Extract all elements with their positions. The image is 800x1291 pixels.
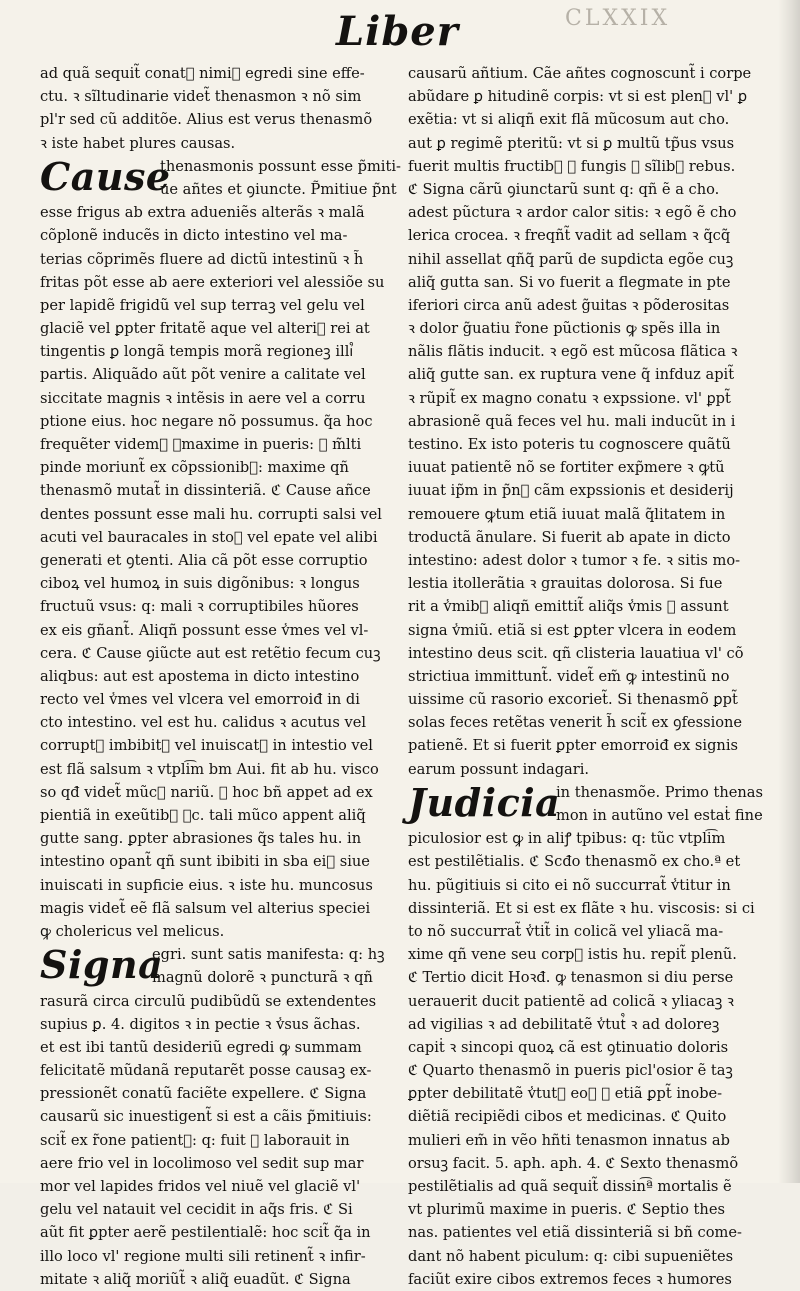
text-line: ꝙ cholericus vel melicus.	[40, 922, 225, 940]
text-line: rit a v̾mib᷒ aliqñ emittit̃ aliq̃s v̾mis ꝛ assunt	[408, 598, 729, 616]
text-line: causarũ añtium. Cãe añtes cognoscunt̃ i corpe	[408, 65, 752, 82]
text-line: rasurã circa circulũ pudibũdũ se extendentes	[40, 992, 377, 1010]
signa-heading: Signa	[40, 942, 164, 988]
text-line: inuiscati in supficie eius. ꝛ iste hu. muncosus	[40, 876, 373, 894]
text-line: ad vigilias ꝛ ad debilitatẽ v̾tut᷒ ꝛ ad doloreꝫ	[408, 1015, 720, 1033]
text-line: intestino opant̃ qñ sunt ibibiti in sba ei᷒ siue	[40, 853, 370, 871]
text-line: et est ibi tantũ desideriũ egredi ꝙ summam	[40, 1038, 362, 1056]
text-line: so qđ videt̃ mũc᷒ nariũ. ꝛ hoc bñ appet ad ex	[40, 783, 373, 801]
text-line: tingentis ꝑ longã tempis morã regioneꝫ illi᷒	[40, 343, 354, 361]
text-line: dentes possunt esse mali hu. corrupti salsi vel	[40, 505, 382, 523]
causae-heading-block	[40, 153, 401, 201]
text-line: troductã ãnulare. Si fuerit ab apate in dicto	[408, 528, 731, 546]
text-line: est flã salsum ꝛ vtpli͡m bm Aui. fit ab hu. visco	[40, 760, 379, 778]
text-line: ꝛ iste habet plures causas.	[40, 134, 236, 152]
text-line: cera. ℭ Cause ꝯiũcte aut est retẽtio fecum cuꝫ	[40, 644, 381, 662]
text-line: uerauerit ducit patientẽ ad colicã ꝛ yliacaꝫ ꝛ	[408, 992, 734, 1010]
gutter-shadow	[778, 0, 800, 1183]
text-line: abrasionẽ quã feces vel hu. mali inducũt in i	[408, 412, 736, 430]
signa-heading-side-text	[152, 943, 385, 989]
text-line: exẽtia: vt si aliqñ exit flã mũcosum aut cho.	[408, 111, 730, 129]
text-line: dissinteriã. Et si est ex flãte ꝛ hu. viscosis: si ci	[408, 899, 755, 917]
text-line: abũdare ꝑ hitudinẽ corpis: vt si est plen᷒ vl' ꝑ	[408, 88, 748, 106]
text-line: mitate ꝛ aliq̃ moriũt̃ ꝛ aliq̃ euadũt. ℭ Signa	[40, 1270, 351, 1288]
text-line: generati et ꝯtenti. Alia cã põt esse corruptio	[40, 551, 368, 569]
text-line: egri. sunt satis manifesta: q: hꝫ	[152, 946, 385, 964]
text-line: partis. Aliquãdo aũt põt venire a calitate vel	[40, 366, 366, 384]
text-line: mulieri em̃ in vẽo hñti tenasmon innatus ab	[408, 1131, 730, 1149]
text-line: felicitatẽ mũdanã reputarẽt posse causaꝫ ex-	[40, 1062, 372, 1080]
causae-heading: Cause	[40, 153, 171, 199]
text-line: lestia itollerãtia ꝛ grauitas dolorosa. Si fue	[408, 575, 723, 593]
text-line: causarũ sic inuestigent̃ si est a cãis p̃mitiuis:	[40, 1108, 372, 1126]
text-line: est pestilẽtialis. ℭ Scđo thenasmõ ex cho.ª et	[408, 853, 741, 871]
text-line: glaciẽ vel ꝑpter fritatẽ aque vel alteri᷒ rei at	[40, 320, 370, 338]
text-line: solas feces retẽtas venerit h̃ scit̃ ex ꝯfessione	[408, 714, 743, 732]
text-line: nãlis flãtis inducit. ꝛ egõ est mũcosa flãtica ꝛ	[408, 343, 738, 361]
text-line: cõplonẽ inducẽs in dicto intestino vel ma-	[40, 227, 348, 245]
text-line: ue añtes et ꝯiuncte. P̃mitiue p̃nt	[160, 180, 397, 198]
page-header	[0, 6, 800, 56]
text-line: ℭ Quarto thenasmõ in pueris picl'osior ẽ taꝫ	[408, 1062, 733, 1080]
text-line: aliq̃ gutta san. Si vo fuerit a flegmate in pte	[408, 273, 731, 291]
text-line: intestino deus scit. qñ clisteria lauatiua vl' cõ	[408, 644, 744, 662]
text-line: recto vel v̾mes vel vlcera vel emorroiđ in di	[40, 691, 360, 709]
text-line: xime qñ vene seu corp᷒ istis hu. repit̃ plenũ.	[408, 946, 737, 964]
text-line: corrupt᷒ imbibit᷒ vel inuiscat᷒ in intestio vel	[40, 737, 373, 755]
text-line: diẽtiã recipiẽdi cibos et medicinas. ℭ Quito	[408, 1108, 727, 1126]
text-line: testino. Ex isto poteris tu cognoscere quãtũ	[408, 436, 731, 453]
text-line: fuerit multis fructib᷒ ꝛ fungis ꝛ sĩlib᷒ rebus.	[408, 157, 736, 175]
text-line: frequẽter videm᷒ ꝙmaxime in pueris: ꝛ m̃lti	[40, 436, 362, 454]
text-line: siccitate magnis ꝛ intẽsis in aere vel a corru	[40, 389, 366, 407]
text-line: mon in autũno vel estaṫ fine	[556, 807, 763, 824]
text-line: gutte sang. ꝑpter abrasiones q̃s tales hu. in	[40, 830, 362, 848]
text-line: uissime cũ rasorio excoriet̃. Si thenasmõ ꝑpt̃	[408, 691, 738, 709]
text-line: pinde moriunt̃ ex cõpssionib᷒: maxime qñ	[40, 459, 349, 477]
text-line: fructuũ vsus: q: mali ꝛ corruptibiles hũores	[40, 598, 359, 616]
text-line: vt plurimũ maxime in pueris. ℭ Septio thes	[408, 1201, 725, 1219]
text-line: signa v̾miũ. etiã si est ꝑpter vlcera in eodem	[408, 621, 737, 639]
text-line: patienẽ. Et si fuerit ꝑpter emorroiđ ex signis	[408, 737, 738, 755]
text-line: gelu vel natauit vel cecidit in aq̃s fris. ℭ Si	[40, 1201, 353, 1219]
text-line: cto intestino. vel est hu. calidus ꝛ acutus vel	[40, 714, 366, 732]
text-line: fritas põt esse ab aere exteriori vel alessiõe su	[40, 273, 385, 291]
text-line: aliqbus: aut est apostema in dicto intestino	[40, 667, 360, 685]
text-line: ciboꝝ vel humoꝝ in suis digõnibus: ꝛ longus	[40, 575, 360, 593]
text-line: illo loco vl' regione multi sili retinent̃ ꝛ infir-	[40, 1247, 366, 1265]
causae-heading-side-text	[160, 155, 401, 201]
text-line: dant nõ habent piculum: q: cibi supueniẽtes	[408, 1247, 734, 1265]
text-line: nihil assellat qñq̃ parũ de supdicta egõe cuꝫ	[408, 250, 734, 268]
text-line: iuuat ip̃m in p̃n᷒ cãm expssionis et desiderij	[408, 482, 734, 500]
text-line: iferiori circa anũ adest g̃uitas ꝛ põderositas	[408, 296, 730, 314]
right-column	[408, 62, 768, 1291]
text-line: aere frio vel in locolimoso vel sedit sup mar	[40, 1154, 364, 1172]
text-line: aũt fit ꝑpter aerẽ pestilentialẽ: hoc scit̃ q̃a in	[40, 1224, 371, 1242]
text-line: ptione eius. hoc negare nõ possumus. q̃a hoc	[40, 412, 373, 430]
text-line: pientiã in exeũtib᷒ ꝛc. tali mũco appent aliq̃	[40, 807, 366, 825]
text-line: mor vel lapides fridos vel niuẽ vel glaciẽ vl'	[40, 1178, 361, 1196]
text-line: faciũt exire cibos extremos feces ꝛ humores	[408, 1270, 732, 1288]
left-column	[40, 62, 401, 1291]
text-line: esse frigus ab extra adueniẽs alterãs ꝛ malã	[40, 204, 365, 222]
text-line: ꝛ rũpit̃ ex magno conatu ꝛ expssione. vl' ꝑpt̃	[408, 389, 731, 407]
text-line: in thenasmõe. Primo thenas	[556, 783, 763, 801]
text-line: aut ꝑ regimẽ pteritũ: vt si ꝑ multũ tp̃us vsus	[408, 134, 735, 152]
text-line: magnũ dolorẽ ꝛ puncturã ꝛ qñ	[152, 969, 373, 987]
text-line: capiṫ ꝛ sincopi quoꝝ cã est ꝯtinuatio doloris	[408, 1038, 729, 1056]
text-line: iuuat patientẽ nõ se fortiter exp̃mere ꝛ ꝙtũ	[408, 459, 725, 477]
text-line: adest pũctura ꝛ ardor calor sitis: ꝛ egõ ẽ cho	[408, 204, 737, 222]
text-line: thenasmonis possunt esse p̃miti-	[160, 157, 401, 175]
text-line: nas. patientes vel etiã dissinteriã si bñ come-	[408, 1224, 742, 1242]
text-line: ad quã sequit̃ conat᷒ nimi᷒ egredi sine effe-	[40, 65, 365, 82]
signa-heading-block	[40, 943, 392, 989]
text-line: remouere ꝙtum etiã iuuat malã q̃litatem in	[408, 505, 726, 523]
text-line: ꝑpter debilitatẽ v̾tut᷒ eoꝝ ꝙ etiã ꝑpt̃ inobe-	[408, 1085, 723, 1103]
text-line: intestino: adest dolor ꝛ tumor ꝛ fe. ꝛ sitis mo-	[408, 551, 741, 569]
text-line: ex eis gñant̃. Aliqñ possunt esse v̾mes vel vl-	[40, 621, 369, 639]
text-line: lerica crocea. ꝛ freqñt̃ vadit ad sellam ꝛ q̃cq̃	[408, 227, 731, 245]
text-line: ctu. ꝛ sĩltudinarie videt̃ thenasmon ꝛ nõ sim	[40, 88, 362, 106]
text-line: scit̃ ex r̃one patient᷒: q: fuit ꝛ laborauit in	[40, 1131, 350, 1149]
text-line: aliq̃ gutte san. ex ruptura vene q̃ infduz apit̃	[408, 366, 735, 384]
text-line: hu. pũgitiuis si cito ei nõ succurrat̃ v̾titur in	[408, 876, 731, 894]
text-line: to nõ succurrat̃ v̾tit̃ in colicã vel yliacã ma-	[408, 922, 724, 940]
judicia-heading-side-text	[556, 781, 763, 827]
text-line: magis videt̃ eẽ flã salsum vel alterius speciei	[40, 899, 371, 917]
text-line: piculosior est ꝙ in aliꝭ tpibus: q: tũc vtpli͡m	[408, 830, 726, 848]
text-line: supius ꝑ. 4. digitos ꝛ in pectie ꝛ v̾sus ãchas.	[40, 1015, 361, 1033]
text-line: acuti vel bauracales in sto᷒ vel epate vel alibi	[40, 528, 378, 546]
text-line: ℭ Signa cãrũ ꝯiunctarũ sunt q: qñ ẽ a cho.	[408, 180, 720, 198]
text-line: orsuꝫ facit. 5. aph. aph. 4. ℭ Sexto thenasmõ	[408, 1154, 739, 1172]
running-head: Liber	[336, 8, 459, 55]
text-line: per lapidẽ frigidũ vel sup terraꝫ vel gelu vel	[40, 296, 365, 314]
judicia-heading-block	[408, 781, 768, 827]
text-line: terias cõprimẽs fluere ad dictũ intestinũ ꝛ h̃	[40, 250, 364, 268]
bleed-through-folio: CLXXIX	[565, 6, 671, 31]
judicia-heading: Judicia	[408, 779, 561, 825]
text-line: pl'r sed cũ additõe. Alius est verus thenasmõ	[40, 111, 373, 129]
text-line: pestilẽtialis ad quã sequit̃ dissin͡ª mortalis ẽ	[408, 1178, 732, 1196]
text-line: ꝛ dolor g̃uatiu r̃one pũctionis ꝙ spẽs illa in	[408, 320, 721, 338]
text-line: ℭ Tertio dicit Hoꝛđ. ꝙ tenasmon si diu perse	[408, 969, 734, 987]
text-line: earum possunt indagari.	[408, 760, 590, 778]
text-line: pressionẽt conatũ faciẽte expellere. ℭ Signa	[40, 1085, 367, 1103]
text-line: thenasmõ mutat̃ in dissinteriã. ℭ Cause añce	[40, 482, 371, 500]
text-line: strictiua immittunt̃. videt̃ em̃ ꝙ intestinũ no	[408, 667, 730, 685]
